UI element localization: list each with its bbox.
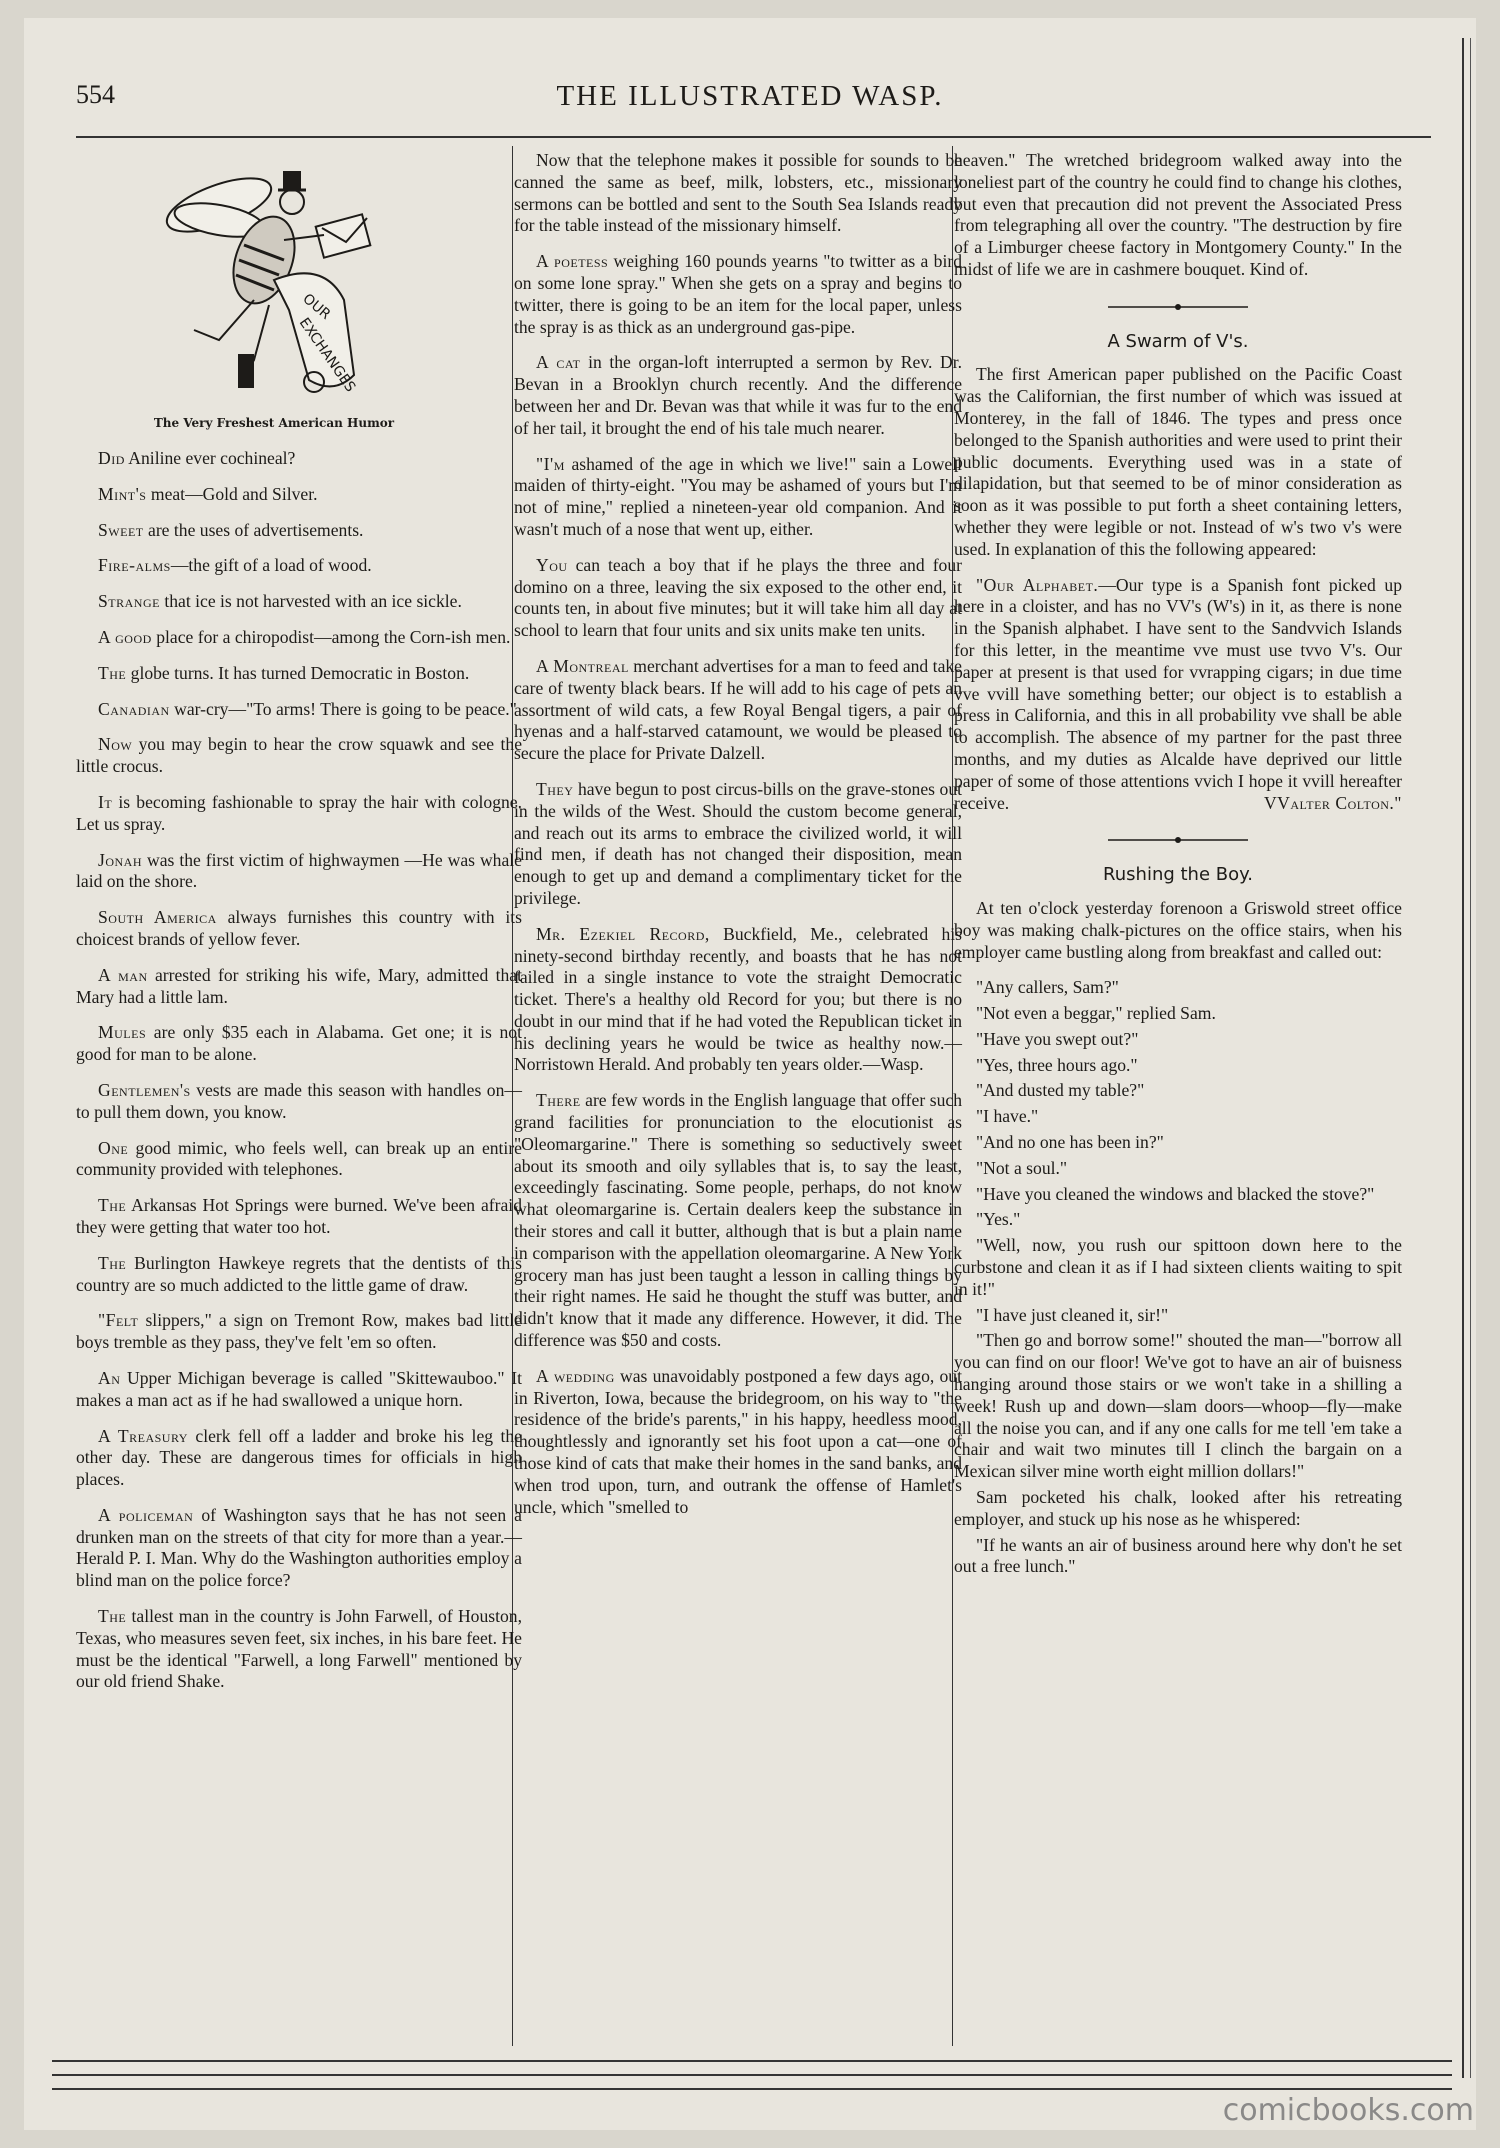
paragraph-item bbox=[514, 1366, 962, 1519]
paragraph-item bbox=[76, 1138, 522, 1182]
ornament-divider bbox=[954, 295, 1402, 317]
newspaper-page bbox=[24, 18, 1476, 2130]
paragraph-item bbox=[76, 448, 522, 470]
ornament-divider bbox=[954, 828, 1402, 850]
paragraph-item bbox=[514, 150, 962, 237]
paragraph-text: war-cry—"To arms! There is going to be peace." bbox=[169, 698, 517, 719]
lead-in: They bbox=[536, 778, 574, 799]
paragraph-item bbox=[76, 850, 522, 894]
heading-swarm-of-vs: A Swarm of V's. bbox=[1107, 330, 1249, 352]
signature: VValter Colton." bbox=[1263, 792, 1402, 813]
dialogue-line: "Well, now, you rush our spittoon down here to the curbstone and clean it as if I had sixteen clients waiting to spit in it!" bbox=[954, 1235, 1402, 1299]
lead-in: There bbox=[536, 1090, 581, 1111]
paragraph-item bbox=[76, 520, 522, 542]
paragraph-item bbox=[76, 1080, 522, 1124]
paragraph-text: can teach a boy that if he plays the three and four domino on a three, leaving the six exposed to the other end, it counts ten, in about five minutes; but it will take him all day at school to learn that four units and six units make ten units. bbox=[514, 554, 962, 641]
paragraph-text: of Washington says that he has not seen a drunken man on the streets of that city for more than a year.—Herald P. I. Man. Why do the Washington authorities employ a blind man on the police force? bbox=[76, 1504, 522, 1591]
paragraph-item bbox=[76, 965, 522, 1009]
dialogue-line: "Yes, three hours ago." bbox=[976, 1054, 1138, 1075]
paragraph-text: are the uses of advertisements. bbox=[143, 519, 364, 540]
paragraph-text: clerk fell off a ladder and broke his leg the other day. These are dangerous times for officials in high places. bbox=[76, 1425, 522, 1490]
lead-in: "I'm bbox=[536, 453, 565, 474]
lead-in: One bbox=[98, 1137, 129, 1158]
paragraph-item bbox=[514, 555, 962, 642]
paragraph-item bbox=[76, 555, 522, 577]
column-1 bbox=[76, 448, 522, 1707]
paragraph-text: are only $35 each in Alabama. Get one; it is not good for man to be alone. bbox=[76, 1022, 522, 1065]
top-rule bbox=[76, 136, 1431, 138]
banner-text-exchanges: EXCHANGES bbox=[295, 315, 359, 396]
right-border bbox=[1462, 38, 1464, 2078]
dialogue-line: "Not a soul." bbox=[976, 1157, 1068, 1178]
paragraph-text: have begun to post circus-bills on the grave-stones out in the wilds of the West. Should the custom become general, and reach out its arms to embrace the civilized world, it will find men, if death has not changed their disposition, mean enough to get up and demand a complimentary ticket for the privilege. bbox=[514, 778, 962, 908]
paragraph-text: is becoming fashionable to spray the hair with cologne. Let us spray. bbox=[76, 791, 522, 834]
paragraph-text: was unavoidably postponed a few days ago, out in Riverton, Iowa, because the bridegroom, on his way to "the residence of the bride's parents," in his happy, heedless mood, thoughtlessly and ignorantly set his foot upon a cat—one of those kind of cats that make their homes in the sand banks, and when trod upon, turn, and outrank the offense of Hamlet's uncle, which "smelled to bbox=[514, 1365, 962, 1517]
lead-in: Strange bbox=[98, 591, 160, 612]
paragraph-item bbox=[514, 454, 962, 541]
paragraph-text: Now that the telephone makes it possible for sounds to be canned the same as beef, milk, lobsters, etc., missionary sermons can be bottled and sent to the South Sea Islands ready for the table instead of the missionary himself. bbox=[514, 150, 962, 236]
paragraph-item bbox=[76, 1253, 522, 1297]
lead-in: Now bbox=[98, 734, 133, 755]
dialogue-line: "Yes." bbox=[976, 1209, 1021, 1230]
wasp-cartoon-illustration bbox=[124, 160, 424, 410]
paragraph-item bbox=[76, 591, 522, 613]
dialogue-line: "Not even a beggar," replied Sam. bbox=[976, 1003, 1216, 1024]
paragraph-text: always furnishes this country with its choicest brands of yellow fever. bbox=[76, 907, 522, 949]
lead-in: Mint's bbox=[98, 483, 147, 504]
paragraph-text: arrested for striking his wife, Mary, admitted that Mary had a little lam. bbox=[76, 964, 522, 1007]
paragraph-item bbox=[514, 924, 962, 1077]
column-3 bbox=[954, 150, 1402, 1582]
lead-in: Mules bbox=[98, 1022, 147, 1043]
lead-in: A Montreal bbox=[536, 655, 629, 676]
paragraph-item bbox=[514, 352, 962, 439]
paragraph-text: Aniline ever cochineal? bbox=[124, 448, 296, 468]
lead-in: The bbox=[98, 662, 127, 683]
lead-in: A man bbox=[98, 964, 148, 985]
paragraph-text: in the organ-loft interrupted a sermon by Rev. Dr. Bevan in a Brooklyn church recently. And the difference between her and Dr. Bevan was that while it was fur to the end of her tail, it brought the end of his tale much nearer. bbox=[514, 352, 962, 438]
lead-in: An bbox=[98, 1367, 121, 1388]
paragraph-item bbox=[76, 907, 522, 951]
paragraph-item bbox=[514, 779, 962, 910]
paragraph-text: was the first victim of highwaymen —He was whale laid on the shore. bbox=[76, 849, 522, 892]
dialogue-line: "I have." bbox=[976, 1106, 1039, 1127]
paragraph-text: Arkansas Hot Springs were burned. We've been afraid they were getting that water too hot. bbox=[76, 1195, 522, 1237]
paragraph-text: Upper Michigan beverage is called "Skittewauboo." It makes a man act as if he had swallowed a unique horn. bbox=[76, 1367, 522, 1410]
paragraph-item bbox=[76, 734, 522, 778]
paragraph-item bbox=[76, 1426, 522, 1491]
bottom-rule bbox=[52, 2088, 1452, 2090]
article-paragraph: "Our Alphabet.—Our type is a Spanish font picked up here in a cloister, and has no VV's (W's) in it, as there is none in the Spanish alphabet. I have sent to the Sandvvich Islands for this letter, in the meantime vve must use tvvo V's. Our paper at present is that used for vvrapping cigars; in due time vve vvill have something better; our object is to establish a press in California, and this in all probability vve shall be able to accomplish. The absence of my partner for the past three months, and my duties as Alcalde have deprived our little paper of some of those attentions vvich I hope it vvill hereafter receive. VValter Colton." bbox=[954, 574, 1402, 813]
heading-rushing-the-boy: Rushing the Boy. bbox=[1103, 864, 1253, 886]
lead-in: Mr. Ezekiel Record, bbox=[536, 923, 710, 944]
paragraph-item bbox=[76, 484, 522, 506]
paragraph-item bbox=[76, 1310, 522, 1354]
right-border bbox=[1470, 38, 1471, 2078]
paragraph-text: are few words in the English language that offer such grand facilities for pronunciation to the elocutionist as "Oleomargarine." There is something so seductively sweet about its smooth and oily syllables that is, to say the least, exceedingly fascinating. Some people, perhaps, do not know what oleomargarine is. Certain dealers keep the substance in their stores and call it butter, although that is but a plain name in comparison with the appellation oleomargarine. A New York grocery man has just been taught a lesson in calling things by their right names. He said he thought the stuff was butter, and didn't know that it made any difference. However, it did. The difference was $50 and costs. bbox=[514, 1090, 962, 1351]
bottom-rule bbox=[52, 2060, 1452, 2062]
dialogue-line: "If he wants an air of business around here why don't he set out a free lunch." bbox=[954, 1534, 1402, 1577]
watermark: comicbooks.com bbox=[1222, 2093, 1474, 2128]
lead-in: The bbox=[98, 1606, 127, 1627]
lead-in: The bbox=[98, 1252, 127, 1273]
paragraph-text: you may begin to hear the crow squawk and see the little crocus. bbox=[76, 734, 522, 777]
paragraph-item bbox=[76, 627, 522, 649]
paragraph-item bbox=[76, 1505, 522, 1592]
banner-text-our: OUR bbox=[299, 290, 334, 323]
paragraph-item bbox=[76, 1368, 522, 1412]
cartoon-caption: The Very Freshest American Humor bbox=[153, 416, 395, 430]
lead-in: South America bbox=[98, 907, 217, 928]
continuation-paragraph: heaven." The wretched bridegroom walked away into the loneliest part of the country he could find to change his clothes, but even that precaution did not prevent the Associated Press from telegraphing all over the country. "The destruction by fire of a Limburger cheese factory in Montgomery County." In the midst of life we are in cashmere bouquet. Kind of. bbox=[954, 150, 1402, 279]
paragraph-item bbox=[514, 656, 962, 765]
paragraph-text: weighing 160 pounds yearns "to twitter as a bird on some lone spray." When she gets on a spray and begins to twitter, there is going to be an item for the local paper, unless the spray is as thick as an underground gas-pipe. bbox=[514, 251, 962, 337]
dialogue-line: "I have just cleaned it, sir!" bbox=[976, 1304, 1169, 1325]
lead-in: A wedding bbox=[536, 1365, 615, 1386]
paragraph-text: vests are made this season with handles on—to pull them down, you know. bbox=[76, 1079, 522, 1122]
paragraph-item bbox=[514, 251, 962, 338]
lead-in: A good bbox=[98, 626, 152, 647]
paragraph-item bbox=[76, 792, 522, 836]
paragraph-text: meat—Gold and Silver. bbox=[146, 483, 318, 504]
lead-in: "Our Alphabet. bbox=[976, 574, 1099, 595]
lead-in: A cat bbox=[536, 352, 581, 373]
lead-in: Canadian bbox=[98, 698, 170, 719]
paragraph-text: Burlington Hawkeye regrets that the dentists of this country are so much addicted to the little game of draw. bbox=[76, 1252, 522, 1295]
lead-in: Did bbox=[98, 448, 125, 468]
page-number: 554 bbox=[76, 80, 115, 109]
dialogue-line: "Then go and borrow some!" shouted the man—"borrow all you can find on our floor! We've got to have an air of buisness hanging around those stairs or we won't take in a shilling a week! Rush up and down—slam doors—whoop—fly—make all the noise you can, and if any one calls for me tell 'em take a chair and wait two minutes till I clinch the bargain on a Mexican silver mine worth eight million dollars!" bbox=[954, 1330, 1402, 1482]
lead-in: A poetess bbox=[536, 251, 609, 272]
paragraph-text: —the gift of a load of wood. bbox=[170, 555, 372, 576]
article-paragraph: At ten o'clock yesterday forenoon a Griswold street office boy was making chalk-pictures on the office stairs, when his employer came bustling along from breakfast and called out: bbox=[954, 897, 1402, 962]
dialogue-line: "And no one has been in?" bbox=[976, 1132, 1164, 1153]
lead-in: It bbox=[98, 791, 113, 812]
lead-in: Gentlemen's bbox=[98, 1079, 191, 1100]
lead-in: Jonah bbox=[98, 849, 143, 870]
paragraph-item bbox=[76, 699, 522, 721]
masthead: THE ILLUSTRATED WASP. bbox=[556, 80, 944, 112]
dialogue-line: Sam pocketed his chalk, looked after his retreating employer, and stuck up his nose as he whispered: bbox=[954, 1487, 1402, 1529]
paragraph-text: good mimic, who feels well, can break up an entire community provided with telephones. bbox=[76, 1137, 522, 1180]
paragraph-text: merchant advertises for a man to feed and take care of twenty black bears. If he will add to his cage of pets an assortment of wild cats, a few Royal Bengal tigers, a pair of hyenas and a half-starved catamount, we would be pleased to secure the place for Private Dalzell. bbox=[514, 655, 962, 764]
paragraph-item bbox=[76, 1022, 522, 1066]
paragraph-text: ashamed of the age in which we live!" sain a Lowell maiden of thirty-eight. "You may be ashamed of yours but I'm not of mine," replied a nineteen-year old companion. And it wasn't much of a nose that went up, either. bbox=[514, 453, 962, 539]
lead-in: You bbox=[536, 554, 568, 575]
lead-in: A Treasury bbox=[98, 1425, 188, 1446]
bottom-rule bbox=[52, 2074, 1452, 2076]
column-2 bbox=[514, 150, 962, 1532]
dialogue-line: "And dusted my table?" bbox=[976, 1080, 1145, 1101]
paragraph-item bbox=[76, 1195, 522, 1239]
paragraph-item bbox=[514, 1090, 962, 1352]
paragraph-item bbox=[76, 663, 522, 685]
lead-in: The bbox=[98, 1195, 127, 1216]
lead-in: Sweet bbox=[98, 519, 144, 540]
dialogue-line: "Have you cleaned the windows and blacked the stove?" bbox=[976, 1183, 1375, 1204]
paragraph-item bbox=[76, 1606, 522, 1693]
dialogue-block bbox=[954, 977, 1402, 1578]
lead-in: A policeman bbox=[98, 1504, 194, 1525]
paragraph-text: slippers," a sign on Tremont Row, makes bad little boys tremble as they pass, they've felt 'em so often. bbox=[76, 1310, 522, 1353]
paragraph-text: globe turns. It has turned Democratic in Boston. bbox=[126, 662, 470, 683]
paragraph-text: Buckfield, Me., celebrated his ninety-second birthday recently, and boasts that he has not failed in a single instance to vote the straight Democratic ticket. There's a healthy old Record for you; but there is no doubt in our mind that if he had voted the Republican ticket in his declining years he would be twice as healthy now.—Norristown Herald. And probably ten years older.—Wasp. bbox=[514, 923, 962, 1075]
lead-in: Fire-alms bbox=[98, 555, 171, 576]
dialogue-line: "Any callers, Sam?" bbox=[976, 977, 1119, 998]
lead-in: "Felt bbox=[98, 1310, 139, 1331]
dialogue-line: "Have you swept out?" bbox=[976, 1028, 1139, 1049]
paragraph-text: that ice is not harvested with an ice sickle. bbox=[159, 591, 462, 612]
paragraph-text: tallest man in the country is John Farwell, of Houston, Texas, who measures seven feet, six inches, in his bare feet. He must be the identical "Farwell, a long Farwell" mentioned by our old friend Shake. bbox=[76, 1606, 522, 1692]
article-paragraph: The first American paper published on the Pacific Coast was the Californian, the first number of which was issued at Monterey, in the fall of 1846. The types and press once belonged to the Spanish authorities and were used to print their public documents. Everything used was in a state of dilapidation, but that seemed to be of minor consideration as soon as it was possible to put forth a sheet containing letters, whether they were legible or not. Instead of w's two v's were used. In explanation of this the following appeared: bbox=[954, 364, 1402, 559]
paragraph-text: place for a chiropodist—among the Corn-ish men. bbox=[151, 626, 511, 647]
